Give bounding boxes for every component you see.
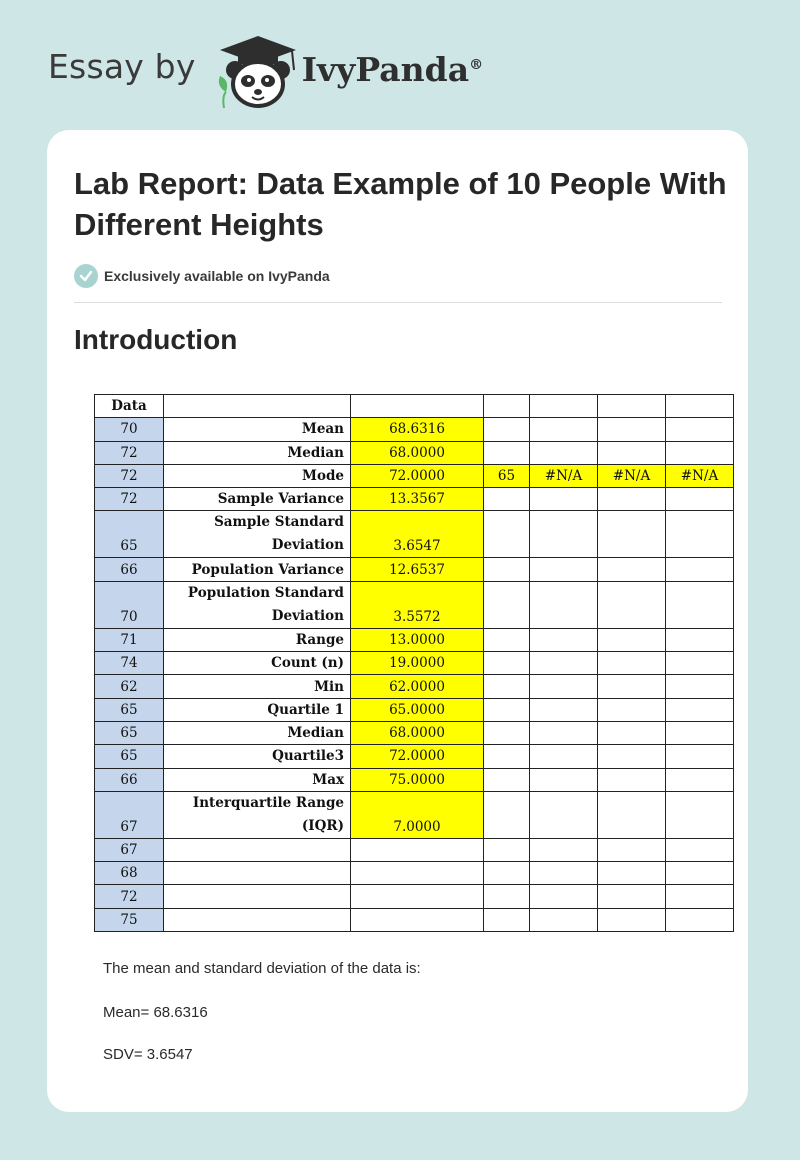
- stat-label: Median: [164, 441, 351, 464]
- stat-value: 68.6316: [351, 418, 484, 441]
- data-cell: 62: [95, 675, 164, 698]
- data-cell: 67: [95, 791, 164, 838]
- data-cell: 67: [95, 838, 164, 861]
- stat-label: Quartile 1: [164, 698, 351, 721]
- stat-label: Population Standard Deviation: [164, 581, 351, 628]
- data-cell: 72: [95, 885, 164, 908]
- stat-value: 3.6547: [351, 511, 484, 558]
- stat-value: 3.5572: [351, 581, 484, 628]
- table-row: [95, 581, 734, 628]
- stat-label: Median: [164, 721, 351, 744]
- stat-label: Mean: [164, 418, 351, 441]
- table-row: [95, 768, 734, 791]
- stat-value: 68.0000: [351, 721, 484, 744]
- page-title: Lab Report: Data Example of 10 People With Different Heights: [74, 166, 727, 242]
- table-row: [95, 745, 734, 768]
- stat-value: 12.6537: [351, 558, 484, 581]
- data-cell: 72: [95, 464, 164, 487]
- stat-label: Min: [164, 675, 351, 698]
- stat-label: Sample Variance: [164, 488, 351, 511]
- table-row: [95, 721, 734, 744]
- stat-label: Population Variance: [164, 558, 351, 581]
- table-row: [95, 441, 734, 464]
- sdv-line: SDV= 3.6547: [103, 1046, 193, 1063]
- data-cell: 65: [95, 511, 164, 558]
- table-row: [95, 698, 734, 721]
- table-row: [95, 652, 734, 675]
- stat-value: 7.0000: [351, 791, 484, 838]
- table-row: [95, 395, 734, 418]
- brand-name: IvyPanda®: [301, 49, 484, 89]
- table-row: [95, 862, 734, 885]
- mode-extra-cell: #N/A: [530, 464, 598, 487]
- stat-label: Max: [164, 768, 351, 791]
- table-row: [95, 791, 734, 838]
- stat-value: 65.0000: [351, 698, 484, 721]
- data-cell: 74: [95, 652, 164, 675]
- stat-value: 13.0000: [351, 628, 484, 651]
- mode-extra-cell: #N/A: [598, 464, 666, 487]
- data-cell: 72: [95, 441, 164, 464]
- stat-label: Quartile3: [164, 745, 351, 768]
- data-cell: 72: [95, 488, 164, 511]
- stat-label: Sample Standard Deviation: [164, 511, 351, 558]
- stat-value: 68.0000: [351, 441, 484, 464]
- table-row: [95, 418, 734, 441]
- table-row: [95, 675, 734, 698]
- divider: [74, 302, 722, 303]
- stat-value: 72.0000: [351, 464, 484, 487]
- stat-label: Count (n): [164, 652, 351, 675]
- stat-value: 75.0000: [351, 768, 484, 791]
- article-card: [47, 130, 748, 1112]
- data-cell: 65: [95, 721, 164, 744]
- exclusive-badge: [74, 264, 330, 288]
- mode-extra-cell: #N/A: [666, 464, 734, 487]
- stat-value: 62.0000: [351, 675, 484, 698]
- mode-extra-cell: 65: [484, 464, 530, 487]
- data-cell: 71: [95, 628, 164, 651]
- stat-value: 19.0000: [351, 652, 484, 675]
- table-row: [95, 628, 734, 651]
- table-row: [95, 488, 734, 511]
- data-cell: 66: [95, 768, 164, 791]
- table-header-cell: Data: [95, 395, 164, 418]
- data-cell: 75: [95, 908, 164, 931]
- check-circle-icon: [74, 264, 98, 288]
- mean-line: Mean= 68.6316: [103, 1004, 208, 1021]
- table-row: [95, 885, 734, 908]
- stat-value: 72.0000: [351, 745, 484, 768]
- table-row: [95, 908, 734, 931]
- table-row: [95, 511, 734, 558]
- statistics-table: [94, 394, 734, 932]
- data-cell: 70: [95, 418, 164, 441]
- data-cell: 68: [95, 862, 164, 885]
- section-heading: Introduction: [74, 324, 238, 355]
- brand-logo[interactable]: [48, 34, 508, 110]
- panda-logo-icon: [210, 34, 306, 110]
- stat-label: Interquartile Range (IQR): [164, 791, 351, 838]
- stat-value: 13.3567: [351, 488, 484, 511]
- stat-label: Mode: [164, 464, 351, 487]
- brand-prefix: Essay by: [48, 46, 196, 86]
- stat-label: Range: [164, 628, 351, 651]
- table-row: [95, 464, 734, 487]
- data-cell: 65: [95, 745, 164, 768]
- data-cell: 66: [95, 558, 164, 581]
- exclusive-label: Exclusively available on IvyPanda: [104, 268, 330, 284]
- data-cell: 65: [95, 698, 164, 721]
- body-paragraph: The mean and standard deviation of the data is:: [103, 960, 421, 977]
- table-row: [95, 558, 734, 581]
- table-row: [95, 838, 734, 861]
- data-cell: 70: [95, 581, 164, 628]
